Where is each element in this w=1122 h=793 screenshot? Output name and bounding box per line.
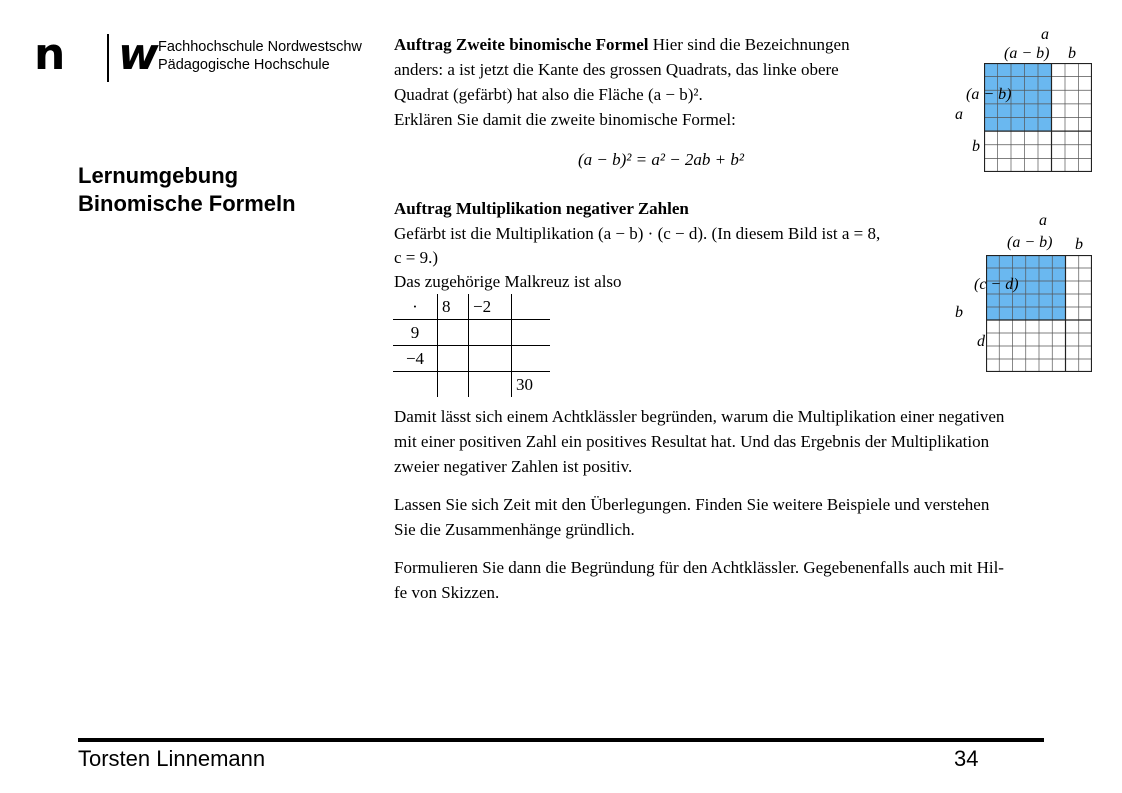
figure1-label-b-side: b bbox=[972, 138, 980, 155]
page-title bbox=[78, 162, 296, 218]
table-row bbox=[393, 372, 550, 398]
table-cell: 8 bbox=[438, 294, 469, 320]
task2-line3: Das zugehörige Malkreuz ist also bbox=[394, 272, 622, 291]
figure1-label-amb-top: (a − b) bbox=[1004, 45, 1050, 62]
figure2-label-cmd-side: (c − d) bbox=[974, 276, 1019, 293]
task1-line2: anders: a ist jetzt die Kante des grossen Quadrats, das linke obere bbox=[394, 60, 839, 79]
table-cell bbox=[438, 346, 469, 372]
paragraph2-line2: Sie die Zusammenhänge gründlich. bbox=[394, 520, 635, 539]
paragraph3-line2: fe von Skizzen. bbox=[394, 583, 500, 602]
figure2-label-a-top: a bbox=[1039, 212, 1047, 229]
task1-line1-text: Hier sind die Bezeichnungen bbox=[648, 35, 850, 54]
logo bbox=[34, 30, 394, 90]
table-cell: 9 bbox=[393, 320, 438, 346]
table-cell bbox=[438, 372, 469, 398]
task1-heading: Auftrag Zweite binomische Formel bbox=[394, 35, 649, 54]
table-cell bbox=[512, 294, 551, 320]
figure1-label-amb-side: (a − b) bbox=[966, 86, 1012, 103]
paragraph1-line2: mit einer positiven Zahl ein positives Resultat hat. Und das Ergebnis der Multiplikation bbox=[394, 432, 990, 451]
malkreuz-table bbox=[393, 294, 550, 397]
page-number: 34 bbox=[954, 746, 979, 771]
figure1-grid bbox=[984, 63, 1092, 172]
page-title-line2: Binomische Formeln bbox=[78, 191, 296, 216]
paragraph1-line1: Damit lässt sich einem Achtklässler begründen, warum die Multiplikation einer negativen bbox=[394, 407, 1005, 426]
figure2-label-d-side: d bbox=[977, 333, 985, 350]
figure1-label-a-side: a bbox=[955, 106, 963, 123]
task1-formula: (a − b)² = a² − 2ab + b² bbox=[578, 150, 744, 169]
paragraph3-line1: Formulieren Sie dann die Begründung für den Achtklässler. Gegebenenfalls auch mit Hil- bbox=[394, 558, 1004, 577]
table-cell bbox=[469, 320, 512, 346]
logo-org-line2: Pädagogische Hochschule bbox=[158, 57, 330, 73]
task2-line1: Gefärbt ist die Multiplikation (a − b) · (c − d). (In diesem Bild ist a = 8, bbox=[394, 224, 881, 243]
page-title-line1: Lernumgebung bbox=[78, 163, 239, 188]
paragraph1-line3: zweier negativer Zahlen ist positiv. bbox=[394, 457, 633, 476]
task1-line1 bbox=[394, 33, 850, 56]
table-cell: −2 bbox=[469, 294, 512, 320]
figure2-label-b-top: b bbox=[1075, 236, 1083, 253]
task1-line4: Erklären Sie damit die zweite binomische Formel: bbox=[394, 110, 736, 129]
task2-line2: c = 9.) bbox=[394, 248, 439, 267]
footer-divider bbox=[78, 738, 1044, 742]
footer-author: Torsten Linnemann bbox=[78, 746, 266, 771]
logo-divider bbox=[107, 34, 109, 82]
table-row bbox=[393, 294, 550, 320]
logo-org-line1: Fachhochschule Nordwestschw bbox=[158, 39, 362, 55]
table-cell bbox=[393, 372, 438, 398]
figure1-label-a-top: a bbox=[1041, 26, 1049, 43]
logo-mark-w: w bbox=[118, 29, 158, 80]
figure2-label-amb-top: (a − b) bbox=[1007, 234, 1053, 251]
table-cell bbox=[512, 346, 551, 372]
figure1-label-b-top: b bbox=[1068, 45, 1076, 62]
table-cell: 30 bbox=[516, 374, 533, 394]
table-row bbox=[393, 320, 550, 346]
table-row bbox=[393, 346, 550, 372]
logo-mark-n: n bbox=[34, 29, 65, 80]
paragraph2-line1: Lassen Sie sich Zeit mit den Überlegungen. Finden Sie weitere Beispiele und verstehen bbox=[394, 495, 990, 514]
figure2-grid bbox=[986, 255, 1092, 372]
table-cell: −4 bbox=[393, 346, 438, 372]
table-cell bbox=[438, 320, 469, 346]
table-cell bbox=[512, 320, 551, 346]
task2-heading-line bbox=[394, 197, 689, 220]
task1-line3: Quadrat (gefärbt) hat also die Fläche (a − b)². bbox=[394, 85, 703, 104]
task2-heading: Auftrag Multiplikation negativer Zahlen bbox=[394, 199, 689, 218]
table-cell bbox=[469, 346, 512, 372]
figure2-label-b-side: b bbox=[955, 304, 963, 321]
table-cell bbox=[469, 372, 512, 398]
table-cell: · bbox=[393, 294, 438, 320]
